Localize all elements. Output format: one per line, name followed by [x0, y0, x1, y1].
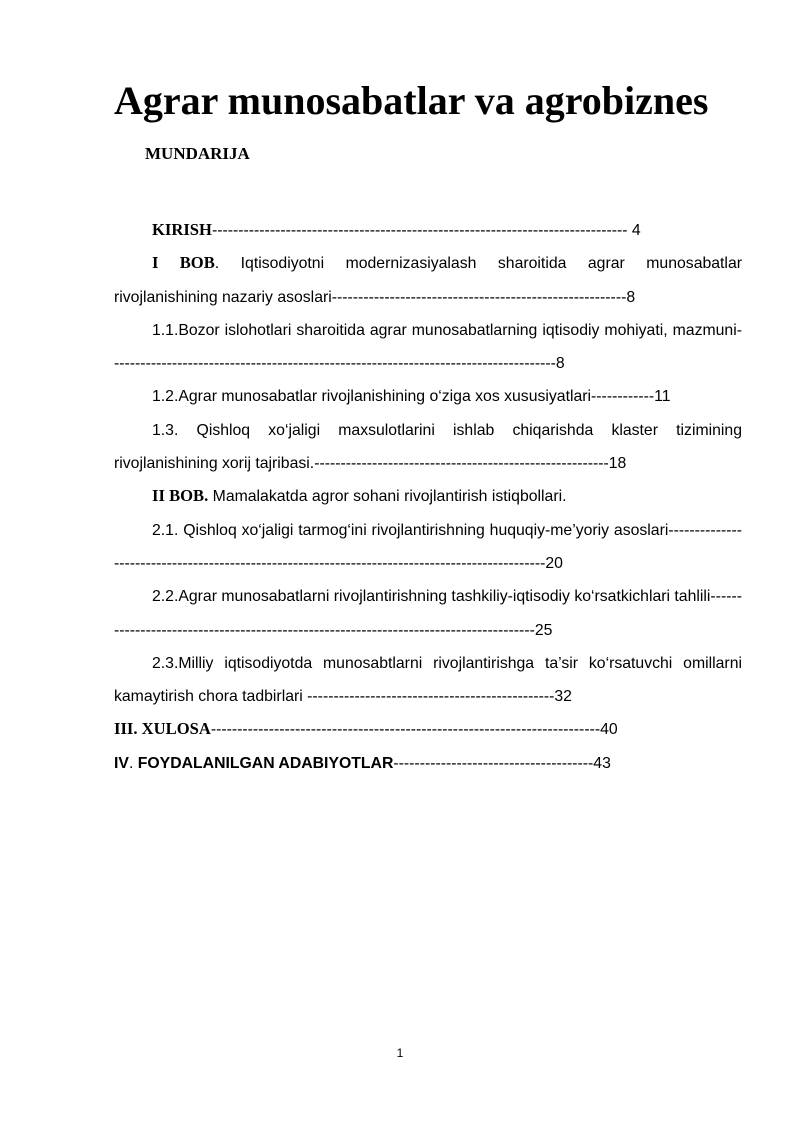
toc-entry-chapter-1 [114, 247, 742, 314]
toc-entry-text: . Iqtisodiyotni modernizasiyalash sharoitida agrar munosabatlar rivojlanishining nazariy asoslari [114, 255, 742, 306]
toc-entry-text: 2.1. Qishloq xo‘jaligi tarmog‘ini rivojlantirishning huquqiy-me’yoriy asoslari [152, 521, 669, 539]
table-of-contents [114, 214, 742, 780]
toc-leader-page: -----------------------------------------------32 [307, 688, 572, 706]
toc-entry-text: 2.2.Agrar munosabatlarni rivojlantirishning tashkiliy-iqtisodiy ko‘rsatkichlari tahlili [152, 588, 711, 606]
document-title: Agrar munosabatlar va agrobiznes [114, 78, 709, 123]
toc-entry-label: FOYDALANILGAN ADABIYOTLAR [137, 754, 394, 772]
toc-entry-text: Mamalakatda agror sohani rivojlantirish istiqbollari. [208, 488, 567, 506]
toc-leader-page: --------------------------------------------------------8 [331, 288, 636, 306]
toc-leader-page: --------------------------------------------------------18 [314, 455, 627, 473]
table-of-contents-heading: MUNDARIJA [145, 144, 250, 163]
toc-entry-prefix: IV [114, 754, 129, 772]
toc-entry-label: III. XULOSA [114, 719, 211, 739]
toc-entry-section-1-2 [114, 380, 742, 413]
toc-entry-section-1-1 [114, 314, 742, 381]
toc-leader-page: ------------------------------------------------------------------------------------------------20 [114, 521, 742, 572]
toc-entry-text: 1.3. Qishloq xo‘jaligi maxsulotlarini ishlab chiqarishda klaster tizimining rivojlanishining xorij tajribasi. [114, 421, 742, 473]
toc-leader-page: --------------------------------------43 [393, 754, 611, 772]
toc-entry-section-2-3 [114, 647, 742, 714]
toc-entry-text: 2.3.Milliy iqtisodiyotda munosabtlarni rivojlantirishga ta’sir ko‘rsatuvchi omillarni kamaytirish chora tadbirlari [114, 654, 742, 706]
toc-leader-page: --------------------------------------------------------------------------40 [210, 721, 618, 739]
toc-entry-section-1-3 [114, 414, 742, 481]
toc-entry-adabiyotlar [114, 747, 742, 780]
toc-entry-label: KIRISH [152, 220, 212, 239]
toc-leader-page: -------------------------------------------------------------------------------------8 [114, 321, 742, 373]
toc-leader-page: --------------------------------------------------------------------------------------25 [114, 588, 742, 639]
toc-entry-section-2-2 [114, 580, 742, 647]
toc-entry-section-2-1 [114, 514, 742, 581]
toc-entry-xulosa [114, 713, 742, 746]
toc-entry-text: 1.2.Agrar munosabatlar rivojlanishining o‘ziga xos xususiyatlari [152, 388, 592, 406]
toc-entry-kirish [114, 214, 742, 247]
toc-entry-text: 1.1.Bozor islohotlari sharoitida agrar munosabatlarning iqtisodiy mohiyati, mazmuni [152, 321, 737, 339]
toc-entry-chapter-2 [114, 480, 742, 513]
page-number: 1 [396, 1046, 404, 1060]
toc-leader-page: ------------------------------------------------------------------------------- 4 [211, 222, 641, 239]
toc-entry-prefix: I BOB [152, 253, 215, 273]
toc-leader-page: ------------11 [591, 388, 671, 406]
toc-entry-prefix: II BOB. [152, 486, 209, 506]
toc-entry-separator: . [128, 754, 138, 772]
